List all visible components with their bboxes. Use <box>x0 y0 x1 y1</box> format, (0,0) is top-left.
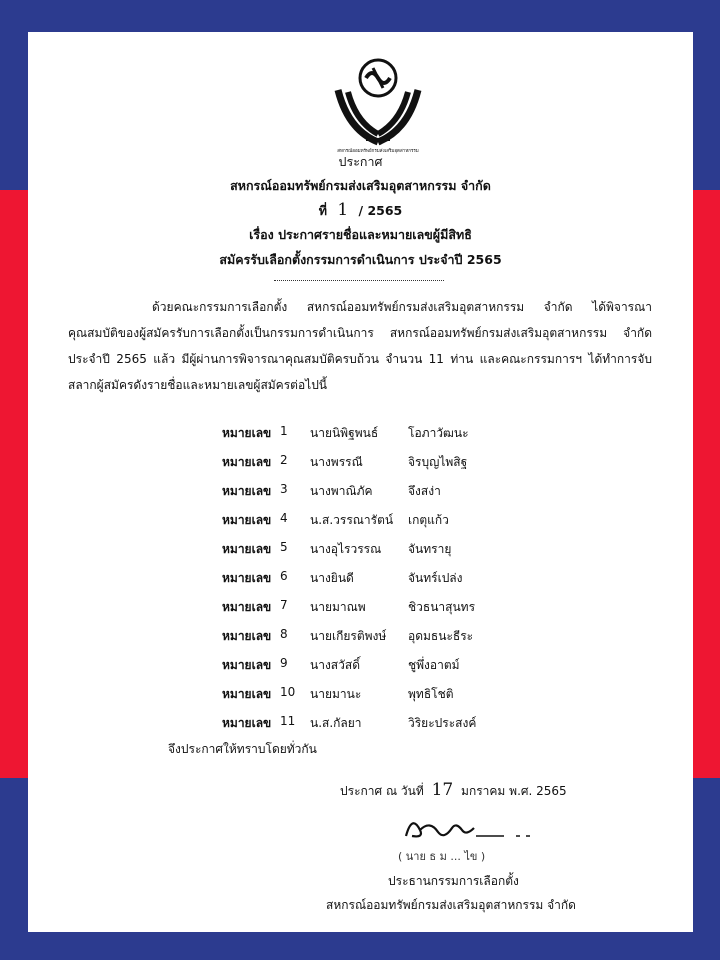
candidate-number: 3 <box>280 482 288 496</box>
organization-name: สหกรณ์ออมทรัพย์กรมส่งเสริมอุตสาหกรรม จำกัด <box>230 178 491 193</box>
number-label: หมายเลข <box>222 571 272 585</box>
number-label: หมายเลข <box>222 513 272 527</box>
candidate-number: 7 <box>280 598 288 612</box>
candidate-last-name: จึงสง่า <box>408 484 441 498</box>
closing-statement: จึงประกาศให้ทราบโดยทั่วกัน <box>168 742 317 756</box>
number-label: หมายเลข <box>222 658 272 672</box>
body-paragraph <box>68 294 652 398</box>
candidate-last-name: โอภาวัฒนะ <box>408 426 469 440</box>
number-label: หมายเลข <box>222 716 272 730</box>
date-prefix: ประกาศ ณ วันที่ <box>340 784 424 798</box>
number-label: หมายเลข <box>222 455 272 469</box>
number-label: หมายเลข <box>222 687 272 701</box>
candidate-first-name: น.ส.กัลยา <box>310 716 362 730</box>
candidate-number: 2 <box>280 453 288 467</box>
number-label: หมายเลข <box>222 426 272 440</box>
candidate-number: 8 <box>280 627 288 641</box>
candidate-first-name: นางพรรณี <box>310 455 363 469</box>
date-day-handwritten: 17 <box>431 780 454 800</box>
subject-line-1: เรื่อง ประกาศรายชื่อและหมายเลขผู้มีสิทธิ <box>249 227 472 242</box>
candidate-last-name: อุดมธนะธีระ <box>408 629 474 643</box>
announcement-document <box>28 32 693 932</box>
candidate-number: 4 <box>280 511 288 525</box>
subject-line-2: สมัครรับเลือกตั้งกรรมการดำเนินการ ประจำปี 2565 <box>219 252 502 267</box>
number-prefix: ที่ <box>318 203 327 218</box>
candidate-number: 5 <box>280 540 288 554</box>
number-label: หมายเลข <box>222 629 272 643</box>
number-suffix: / 2565 <box>358 203 403 218</box>
candidate-first-name: นายเกียรติพงษ์ <box>310 629 387 643</box>
signer-organization: สหกรณ์ออมทรัพย์กรมส่งเสริมอุตสาหกรรม จำกัด <box>326 898 576 912</box>
candidate-number: 10 <box>280 685 296 699</box>
candidate-number: 9 <box>280 656 288 670</box>
candidate-last-name: เกตุแก้ว <box>408 513 449 527</box>
candidate-number: 11 <box>280 714 296 728</box>
candidate-last-name: ชิวธนาสุนทร <box>408 600 476 614</box>
dotted-divider <box>274 280 444 281</box>
candidate-first-name: นางยินดี <box>310 571 354 585</box>
logo-text: สหกรณ์ออมทรัพย์กรมส่งเสริมอุตสาหกรรม <box>337 149 419 154</box>
signer-position: ประธานกรรมการเลือกตั้ง <box>388 874 519 888</box>
handwritten-signature <box>398 808 548 848</box>
candidate-number: 6 <box>280 569 288 583</box>
announcement-heading: ประกาศ <box>338 154 383 169</box>
candidate-first-name: นางสวัสดิ์ <box>310 658 360 672</box>
candidate-first-name: นายนิพิฐพนธ์ <box>310 426 379 440</box>
candidate-last-name: ชูพึ่งอาตม์ <box>408 658 460 672</box>
announcement-number <box>28 200 693 221</box>
cooperative-logo <box>328 50 428 168</box>
candidate-number: 1 <box>280 424 288 438</box>
number-label: หมายเลข <box>222 484 272 498</box>
candidate-first-name: นายมานะ <box>310 687 362 701</box>
candidate-first-name: นางอุไรวรรณ <box>310 542 382 556</box>
number-label: หมายเลข <box>222 542 272 556</box>
candidate-last-name: จิรบุญไพสิฐ <box>408 455 468 469</box>
candidate-first-name: นางพาณิภัค <box>310 484 373 498</box>
candidate-first-name: น.ส.วรรณารัตน์ <box>310 513 394 527</box>
signer-name: ( นาย ธ ม ... ไข ) <box>398 850 486 863</box>
candidate-last-name: พุทธิโชติ <box>408 687 454 701</box>
candidate-first-name: นายมาณพ <box>310 600 366 614</box>
candidate-last-name: จันทรายุ <box>408 542 452 556</box>
candidate-last-name: จันทร์เปล่ง <box>408 571 463 585</box>
number-handwritten: 1 <box>337 200 349 220</box>
number-label: หมายเลข <box>222 600 272 614</box>
date-suffix: มกราคม พ.ศ. 2565 <box>461 784 567 798</box>
announcement-date <box>340 780 567 801</box>
body-paragraph-text: ด้วยคณะกรรมการเลือกตั้ง สหกรณ์ออมทรัพย์กรมส่งเสริมอุตสาหกรรม จำกัด ได้พิจารณาคุณสมบัติของผู้สมัครรับการเลือกตั้งเป็นกรรมการดำเนินการ สหกรณ์ออมทรัพย์กรมส่งเสริมอุตสาหกรรม จำกัด ประจำปี 2565 แล้ว มีผู้ผ่านการพิจารณาคุณสมบัติครบถ้วน จำนวน 11 ท่าน และคณะกรรมการฯ ได้ทำการจับสลากผู้สมัครดังรายชื่อและหมายเลขผู้สมัครต่อไปนี้ <box>68 300 652 392</box>
candidate-last-name: วิริยะประสงค์ <box>408 716 477 730</box>
